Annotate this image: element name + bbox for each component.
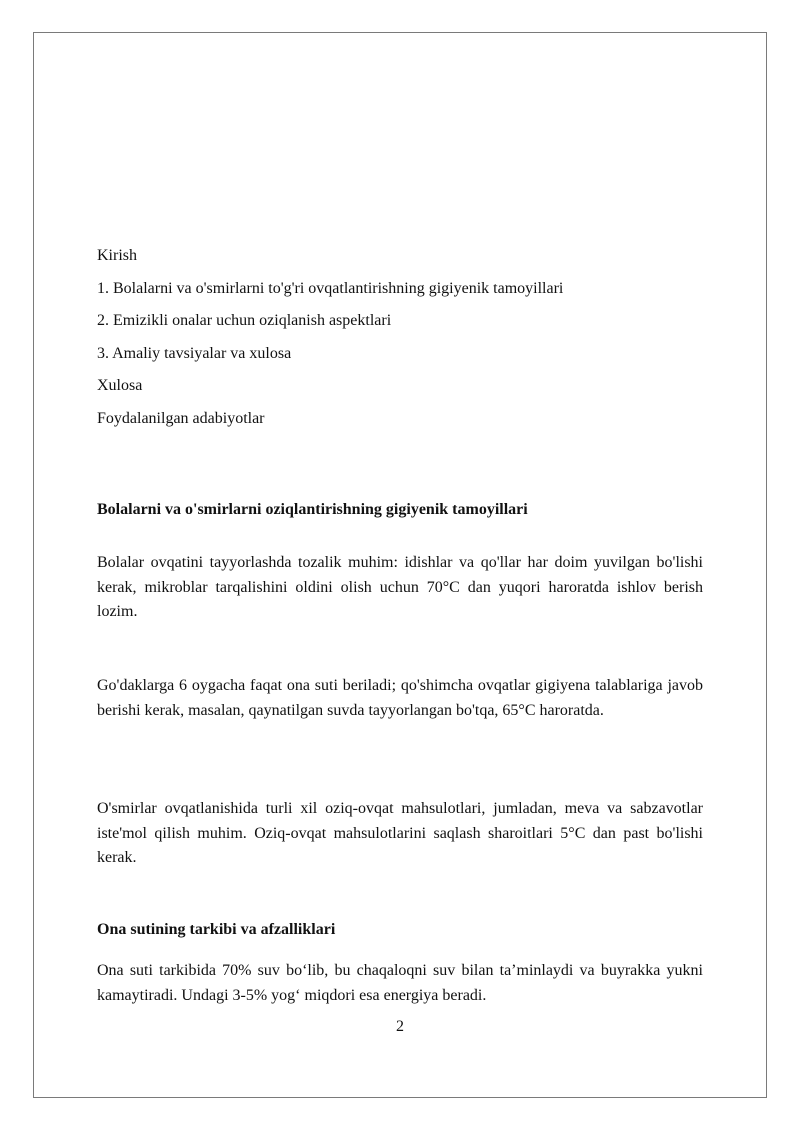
table-of-contents bbox=[97, 240, 703, 435]
toc-item: Kirish bbox=[97, 247, 137, 264]
paragraph: Go'daklarga 6 oygacha faqat ona suti beriladi; qo'shimcha ovqatlar gigiyena talablariga javob berishi kerak, masalan, qaynatilgan suvda tayyorlangan bo'tqa, 65°C haroratda. bbox=[97, 677, 703, 719]
paragraph: O'smirlar ovqatlanishida turli xil oziq-ovqat mahsulotlari, jumladan, meva va sabzavotlar iste'mol qilish muhim. Oziq-ovqat mahsulotlarini saqlash sharoitlari 5°C dan past bo'lishi kerak. bbox=[97, 800, 703, 866]
toc-item: 2. Emizikli onalar uchun oziqlanish aspektlari bbox=[97, 312, 392, 329]
paragraph: Ona suti tarkibida 70% suv bo‘lib, bu chaqaloqni suv bilan ta’minlaydi va buyrakka yukni kamaytiradi. Undagi 3-5% yog‘ miqdori esa energiya beradi. bbox=[97, 962, 703, 1004]
toc-item: Xulosa bbox=[97, 377, 143, 394]
toc-item: 1. Bolalarni va o'smirlarni to'g'ri ovqatlantirishning gigiyenik tamoyillari bbox=[97, 279, 564, 297]
section-heading: Ona sutining tarkibi va afzalliklari bbox=[97, 921, 336, 938]
page-number: 2 bbox=[396, 1018, 404, 1035]
toc-item: 3. Amaliy tavsiyalar va xulosa bbox=[97, 344, 292, 362]
paragraph: Bolalar ovqatini tayyorlashda tozalik muhim: idishlar va qo'llar har doim yuvilgan bo'lishi kerak, mikroblar tarqalishini oldini olish uchun 70°C dan yuqori haroratda ishlov berish lozim. bbox=[97, 554, 703, 620]
section-heading: Bolalarni va o'smirlarni oziqlantirishning gigiyenik tamoyillari bbox=[97, 501, 528, 518]
toc-item: Foydalanilgan adabiyotlar bbox=[97, 409, 265, 427]
